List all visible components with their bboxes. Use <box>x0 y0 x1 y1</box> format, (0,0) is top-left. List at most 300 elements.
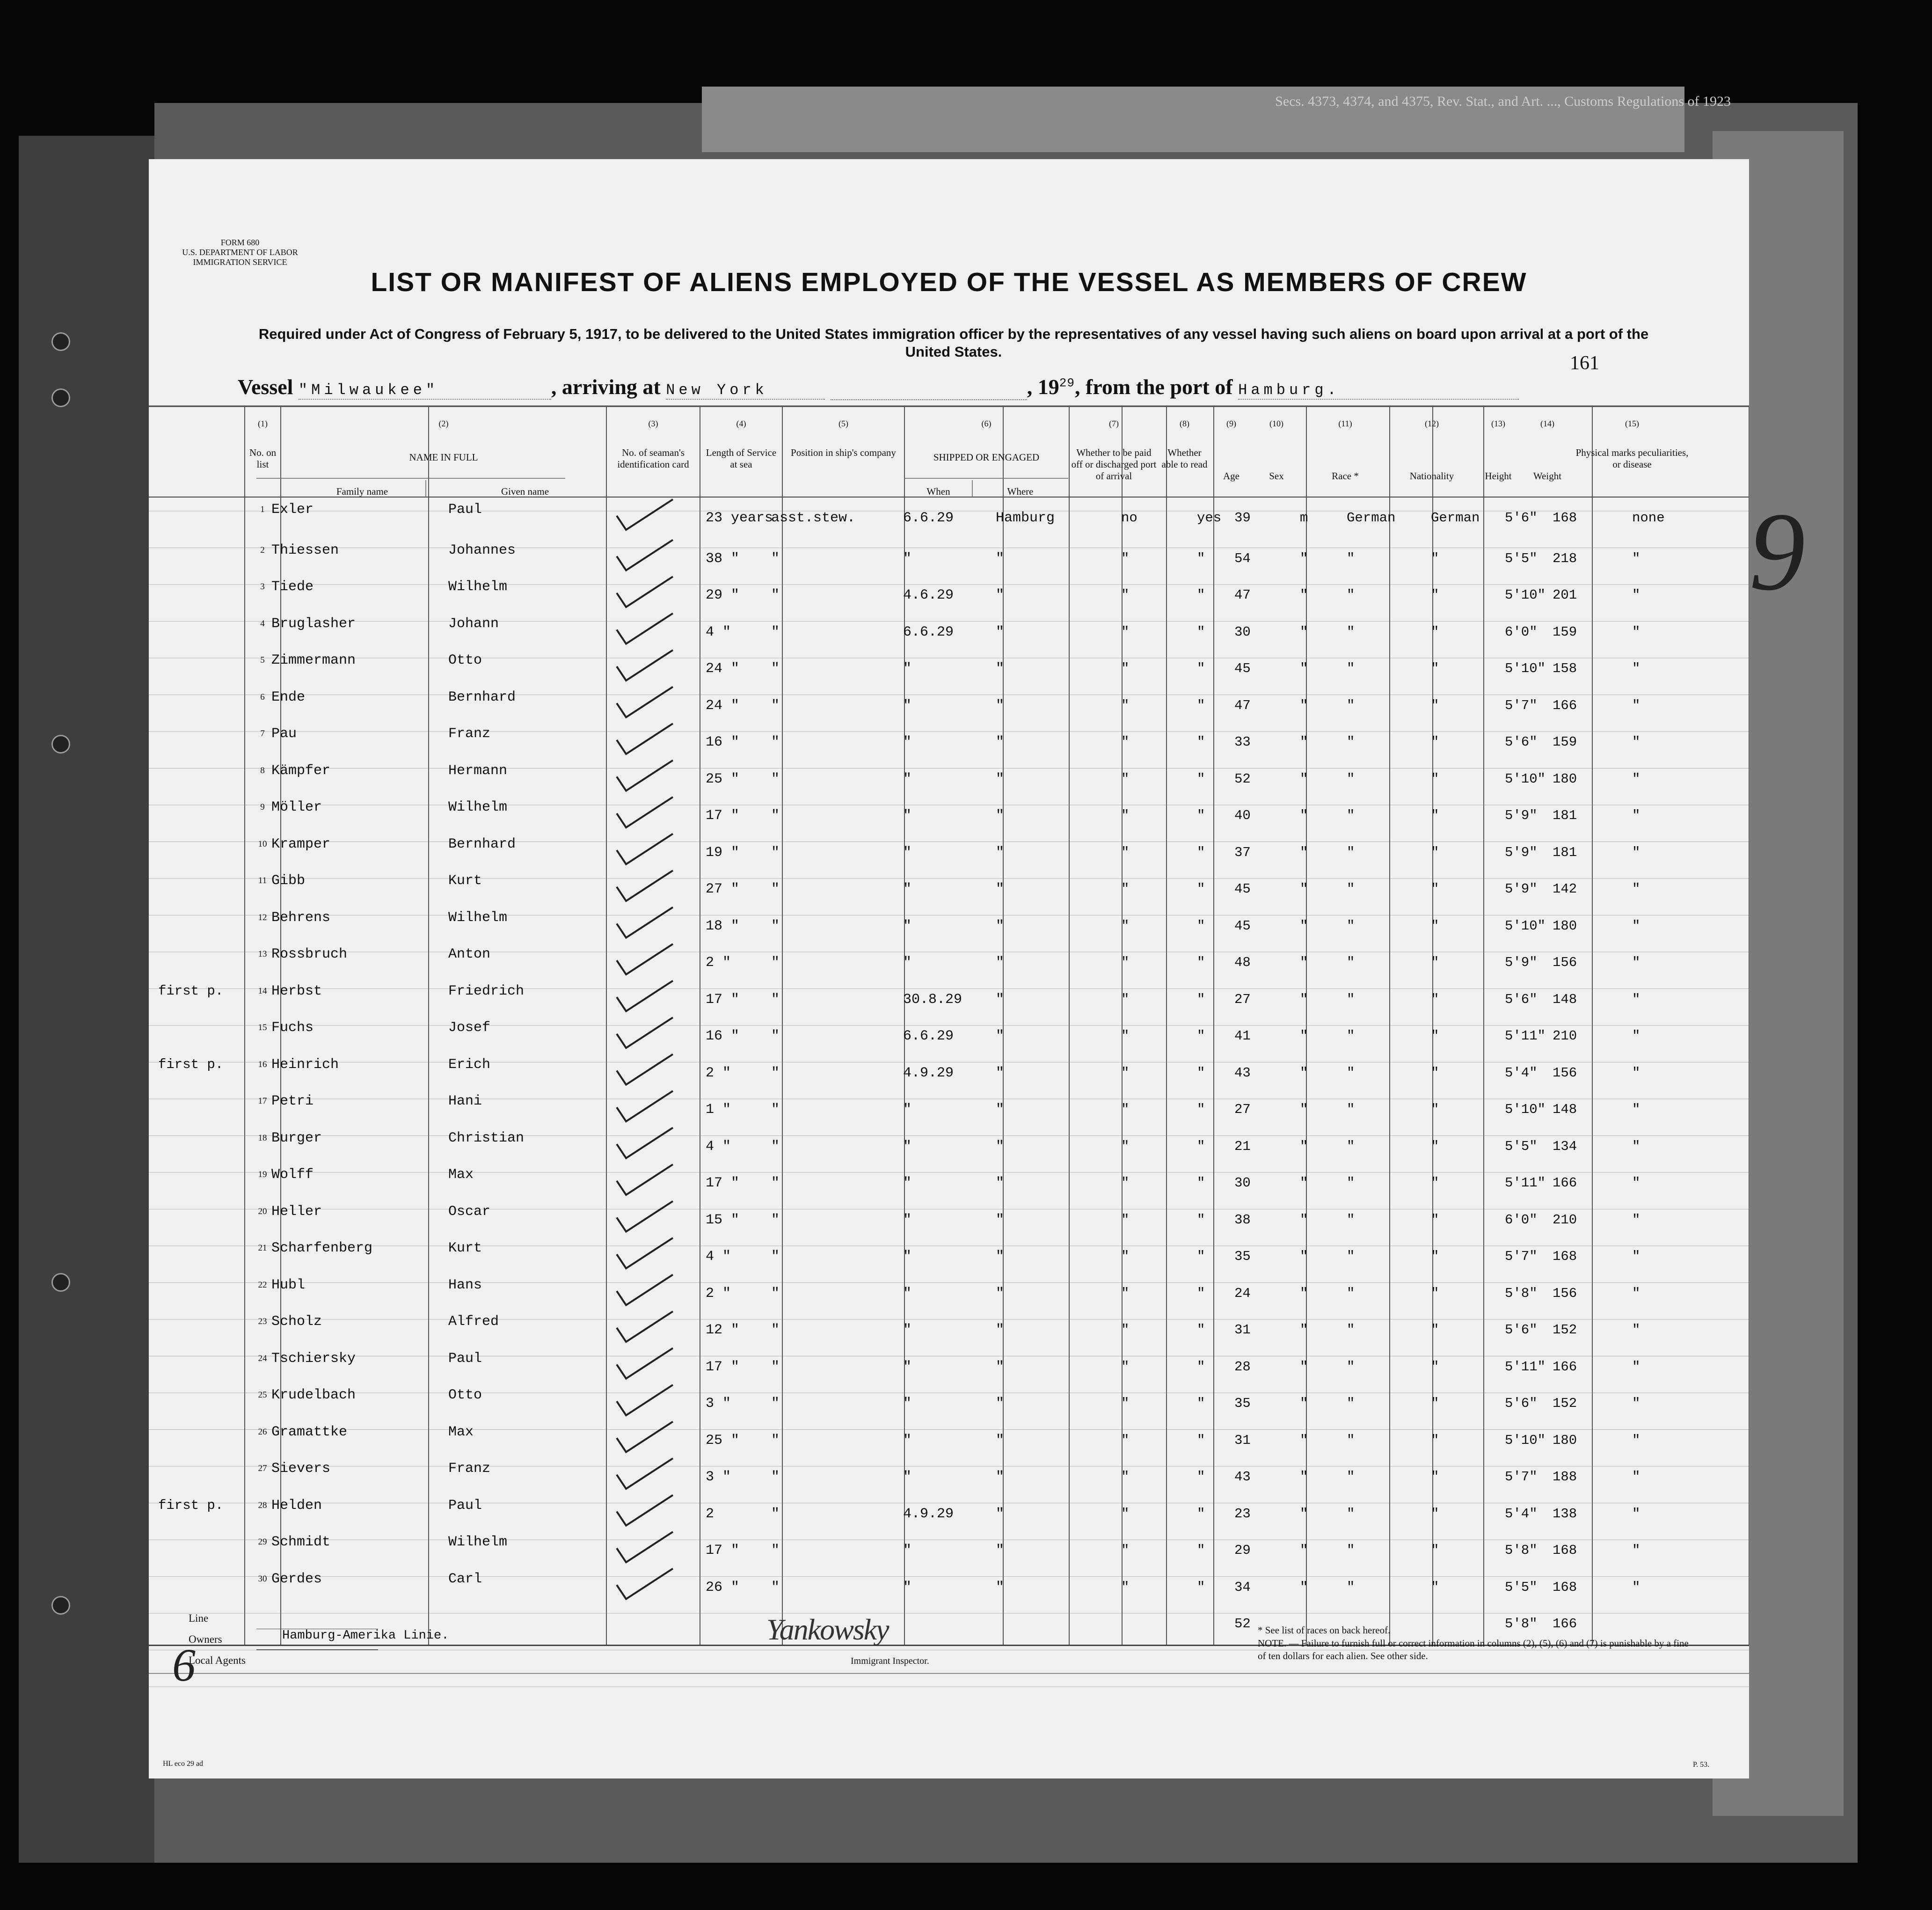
cell-family: Thiessen <box>271 542 339 558</box>
cell-nationality: " <box>1431 1396 1439 1411</box>
cell-family: Heller <box>271 1203 322 1220</box>
cell-when: " <box>903 844 912 861</box>
cell-sex: " <box>1300 1065 1308 1081</box>
cell-position: " <box>771 1028 780 1044</box>
cell-service: 17 " <box>706 1359 740 1375</box>
cell-paid: " <box>1121 1543 1130 1558</box>
cell-paid: " <box>1121 1065 1130 1081</box>
cell-nationality: " <box>1431 1212 1439 1228</box>
cell-age: 29 <box>1234 1543 1251 1558</box>
column-header-10: Sex <box>1269 470 1284 482</box>
column-header-7: Whether to be paid off or discharged port of arrival <box>1071 447 1157 482</box>
cell-weight: 180 <box>1553 1432 1577 1448</box>
cell-position: " <box>771 1396 780 1412</box>
cell-where: Hamburg <box>996 510 1055 526</box>
check-mark-icon <box>617 1128 673 1158</box>
subheader-given: Given name <box>501 486 549 497</box>
row-number: 26 <box>258 1427 267 1437</box>
cell-nationality: " <box>1431 1285 1439 1301</box>
cell-nationality: " <box>1431 918 1439 934</box>
cell-family: Hubl <box>271 1277 306 1293</box>
cell-sex: " <box>1300 918 1308 934</box>
cell-weight: 218 <box>1553 550 1577 566</box>
cell-age: 41 <box>1234 1028 1251 1044</box>
cell-given: Friedrich <box>448 983 525 999</box>
cell-read: " <box>1197 1249 1205 1264</box>
cell-marks: " <box>1632 1249 1640 1264</box>
cell-nationality: " <box>1431 1322 1439 1338</box>
cell-age: 27 <box>1234 1102 1251 1117</box>
cell-sex: " <box>1300 1543 1308 1558</box>
cell-nationality: " <box>1431 1138 1439 1154</box>
cell-position: " <box>771 1579 780 1595</box>
cell-nationality: " <box>1431 1249 1439 1264</box>
cell-height: 5'5" <box>1505 1579 1538 1595</box>
cell-paid: " <box>1121 955 1130 970</box>
cell-age: 24 <box>1234 1285 1251 1301</box>
cell-family: Fuchs <box>271 1020 314 1036</box>
cell-where: " <box>996 881 1005 897</box>
column-header-9: Age <box>1223 470 1239 482</box>
cell-service: 24 " <box>706 697 740 714</box>
cell-family: Burger <box>271 1130 322 1146</box>
cell-race: " <box>1347 1249 1355 1264</box>
check-mark-icon <box>617 1569 673 1599</box>
cell-race: " <box>1347 1028 1355 1044</box>
cell-when: " <box>903 1359 912 1375</box>
cell-weight: 138 <box>1553 1506 1577 1522</box>
cell-position: " <box>771 1212 780 1228</box>
row-number: 22 <box>258 1280 267 1290</box>
cell-family: Tschiersky <box>271 1350 356 1367</box>
cell-where: " <box>996 1138 1005 1155</box>
row-number: 20 <box>258 1206 267 1216</box>
column-header-14: Weight <box>1533 470 1562 482</box>
form-number: FORM 680 <box>220 238 260 247</box>
cell-age: 45 <box>1234 918 1251 934</box>
margin-note: first p. <box>158 1056 224 1072</box>
cell-weight: 152 <box>1553 1322 1577 1338</box>
footer-rules <box>256 1629 378 1657</box>
cell-read: " <box>1197 1175 1205 1191</box>
cell-race: " <box>1347 1359 1355 1375</box>
cell-service: 4 " <box>706 1138 731 1155</box>
margin-nine: 9 <box>1749 489 1805 614</box>
cell-sex: " <box>1300 808 1308 823</box>
cell-weight: 142 <box>1553 881 1577 897</box>
cell-age: 27 <box>1234 991 1251 1007</box>
cell-paid: " <box>1121 918 1130 934</box>
cell-where: " <box>996 1028 1005 1044</box>
cell-weight: 148 <box>1553 991 1577 1007</box>
column-number-7: (7) <box>1109 419 1119 428</box>
cell-marks: " <box>1632 1175 1640 1191</box>
cell-family: Ende <box>271 689 306 705</box>
cell-family: Scholz <box>271 1314 322 1330</box>
cell-paid: " <box>1121 1249 1130 1264</box>
cell-height: 5'11" <box>1505 1175 1546 1191</box>
cell-service: 3 " <box>706 1469 731 1485</box>
row-number: 15 <box>258 1023 267 1032</box>
line-label: Line <box>189 1612 209 1624</box>
cell-family: Exler <box>271 502 314 518</box>
cell-sex: " <box>1300 1322 1308 1338</box>
cell-read: " <box>1197 587 1205 603</box>
cell-height: 5'9" <box>1505 881 1538 897</box>
check-mark-icon <box>617 1017 673 1048</box>
cell-height: 5'7" <box>1505 1249 1538 1264</box>
cell-read: " <box>1197 1028 1205 1044</box>
cell-race: German <box>1347 510 1396 526</box>
cell-height: 5'11" <box>1505 1028 1546 1044</box>
check-mark-icon <box>617 1091 673 1121</box>
check-mark-icon <box>617 1385 673 1415</box>
cell-service: 19 " <box>706 844 740 861</box>
cell-service: 16 " <box>706 734 740 750</box>
column-number-8: (8) <box>1180 419 1189 428</box>
cell-service: 26 " <box>706 1579 740 1595</box>
cell-given: Hermann <box>448 762 508 779</box>
cell-weight: 180 <box>1553 918 1577 934</box>
check-mark-icon <box>617 944 673 974</box>
cell-read: " <box>1197 734 1205 750</box>
column-number-3: (3) <box>648 419 658 428</box>
vessel-label: Vessel <box>238 375 293 399</box>
cell-paid: " <box>1121 1432 1130 1448</box>
cell-sex: " <box>1300 1249 1308 1264</box>
cell-given: Hani <box>448 1093 482 1109</box>
page-number: 161 <box>1570 352 1599 374</box>
cell-nationality: " <box>1431 734 1439 750</box>
column-number-15: (15) <box>1625 419 1639 428</box>
cell-where: " <box>996 624 1005 640</box>
cell-weight: 156 <box>1553 1065 1577 1081</box>
cell-position: " <box>771 587 780 603</box>
check-mark-icon <box>617 614 673 644</box>
row-number: 7 <box>260 729 265 739</box>
cell-marks: " <box>1632 1322 1640 1338</box>
cell-when: 6.6.29 <box>903 624 954 640</box>
cell-height: 5'6" <box>1505 510 1538 526</box>
cell-marks: " <box>1632 1396 1640 1411</box>
check-mark-icon <box>617 1532 673 1562</box>
cell-race: " <box>1347 661 1355 676</box>
cell-given: Hans <box>448 1277 482 1293</box>
cell-race: " <box>1347 1138 1355 1154</box>
cell-nationality: " <box>1431 1359 1439 1375</box>
cell-race: " <box>1347 844 1355 860</box>
cell-age: 21 <box>1234 1138 1251 1154</box>
cell-read: " <box>1197 1432 1205 1448</box>
cell-service: 27 " <box>706 881 740 897</box>
cell-marks: " <box>1632 1506 1640 1522</box>
cell-nationality: German <box>1431 510 1480 526</box>
cell-given: Max <box>448 1167 474 1183</box>
cell-race: " <box>1347 1322 1355 1338</box>
cell-where: " <box>996 697 1005 714</box>
cell-when: " <box>903 1396 912 1412</box>
cell-given: Alfred <box>448 1314 499 1330</box>
cell-service: 38 " <box>706 550 740 567</box>
cell-family: Sievers <box>271 1461 331 1477</box>
cell-position: " <box>771 734 780 750</box>
cell-service: 1 " <box>706 1102 731 1118</box>
cell-race: " <box>1347 1175 1355 1191</box>
cell-race: " <box>1347 1396 1355 1411</box>
from-label: , from the port of <box>1074 375 1233 399</box>
check-mark-icon <box>617 981 673 1011</box>
cell-position: " <box>771 624 780 640</box>
cell-position: " <box>771 1175 780 1191</box>
cell-sex: " <box>1300 1359 1308 1375</box>
cell-position: " <box>771 844 780 861</box>
cell-age: 52 <box>1234 771 1251 787</box>
cell-sex: " <box>1300 881 1308 897</box>
cell-age: 33 <box>1234 734 1251 750</box>
column-header-1: No. on list <box>249 447 277 470</box>
cell-marks: " <box>1632 1065 1640 1081</box>
cell-height: 5'6" <box>1505 1396 1538 1411</box>
cell-family: Behrens <box>271 909 331 926</box>
cell-read: " <box>1197 844 1205 860</box>
arriving-label: , arriving at <box>551 375 661 399</box>
row-number: 4 <box>260 618 265 629</box>
cell-race: " <box>1347 734 1355 750</box>
row-number: 2 <box>260 545 265 555</box>
inspector-label: Immigrant Inspector. <box>851 1656 929 1666</box>
cell-nationality: " <box>1431 1469 1439 1485</box>
cell-age: 28 <box>1234 1359 1251 1375</box>
department-name: U.S. DEPARTMENT OF LABOR <box>182 248 298 257</box>
cell-when: " <box>903 918 912 934</box>
column-header-3: No. of seaman's identification card <box>617 447 689 470</box>
manifest-page <box>149 159 1805 1778</box>
cell-height: 5'9" <box>1505 955 1538 970</box>
cell-position: " <box>771 661 780 677</box>
column-header-8: Whether able to read <box>1161 447 1208 470</box>
row-number: 6 <box>260 692 265 702</box>
cell-read: " <box>1197 1138 1205 1154</box>
cell-read: " <box>1197 808 1205 823</box>
column-number-6: (6) <box>981 419 992 428</box>
cell-nationality: " <box>1431 624 1439 640</box>
column-number-14: (14) <box>1540 419 1554 428</box>
cell-nationality: " <box>1431 1579 1439 1595</box>
cell-read: " <box>1197 881 1205 897</box>
cell-race: " <box>1347 697 1355 713</box>
cell-read: " <box>1197 1322 1205 1338</box>
cell-when: 4.9.29 <box>903 1506 954 1522</box>
cell-read: " <box>1197 918 1205 934</box>
cell-family: Schmidt <box>271 1534 331 1550</box>
check-mark-icon <box>617 907 673 938</box>
punch-hole <box>51 1596 70 1615</box>
cell-weight: 168 <box>1553 1249 1577 1264</box>
cell-when: " <box>903 1469 912 1485</box>
cell-age: 35 <box>1234 1396 1251 1411</box>
cell-where: " <box>996 1506 1005 1522</box>
row-number: 1 <box>260 505 265 514</box>
cell-service: 29 " <box>706 587 740 603</box>
cell-race: " <box>1347 1506 1355 1522</box>
cell-given: Bernhard <box>448 689 516 705</box>
margin-note: first p. <box>158 1497 224 1513</box>
column-number-13: (13) <box>1491 419 1505 428</box>
cell-race: " <box>1347 771 1355 787</box>
check-mark-icon <box>617 650 673 681</box>
check-mark-icon <box>617 724 673 754</box>
cell-position: " <box>771 1506 780 1522</box>
cell-where: " <box>996 1579 1005 1595</box>
cell-read: " <box>1197 1102 1205 1117</box>
cell-marks: " <box>1632 1138 1640 1154</box>
race-note: * See list of races on back hereof. <box>1258 1625 1391 1636</box>
cell-marks: none <box>1632 510 1665 526</box>
cell-nationality: " <box>1431 1543 1439 1558</box>
cell-paid: " <box>1121 808 1130 823</box>
cell-given: Franz <box>448 726 491 742</box>
cell-service: 2 " <box>706 955 731 971</box>
cell-service: 2 " <box>706 1285 731 1302</box>
cell-paid: " <box>1121 587 1130 603</box>
subheader-when: When <box>926 486 950 497</box>
cell-given: Wilhelm <box>448 799 508 815</box>
cell-when: " <box>903 697 912 714</box>
row-number: 30 <box>258 1573 267 1584</box>
cell-where: " <box>996 955 1005 971</box>
cell-age: 31 <box>1234 1432 1251 1448</box>
cell-given: Paul <box>448 502 482 518</box>
cell-where: " <box>996 1543 1005 1559</box>
cell-when: 6.6.29 <box>903 1028 954 1044</box>
extra-age: 52 <box>1234 1616 1251 1632</box>
extra-height: 5'8" <box>1505 1616 1538 1632</box>
cell-height: 5'10" <box>1505 587 1546 603</box>
cell-sex: " <box>1300 955 1308 970</box>
row-number: 9 <box>260 802 265 812</box>
cell-service: 25 " <box>706 1432 740 1449</box>
cell-position: " <box>771 1543 780 1559</box>
cell-paid: " <box>1121 1138 1130 1154</box>
row-number: 13 <box>258 949 267 959</box>
cell-read: " <box>1197 955 1205 970</box>
cell-race: " <box>1347 1065 1355 1081</box>
cell-read: " <box>1197 991 1205 1007</box>
cell-when: " <box>903 1285 912 1302</box>
cell-marks: " <box>1632 1359 1640 1375</box>
cell-given: Johannes <box>448 542 516 558</box>
row-number: 29 <box>258 1537 267 1547</box>
cell-weight: 168 <box>1553 510 1577 526</box>
cell-paid: " <box>1121 991 1130 1007</box>
cell-where: " <box>996 991 1005 1008</box>
cell-nationality: " <box>1431 587 1439 603</box>
column-header-4: Length of Service at sea <box>706 447 777 470</box>
cell-when: " <box>903 808 912 824</box>
cell-sex: " <box>1300 1432 1308 1448</box>
cell-position: " <box>771 808 780 824</box>
cell-paid: no <box>1121 510 1137 526</box>
cell-race: " <box>1347 808 1355 823</box>
cell-age: 47 <box>1234 697 1251 713</box>
margin-note: first p. <box>158 983 224 999</box>
column-header-2: NAME IN FULL <box>409 452 478 463</box>
cell-service: 15 " <box>706 1212 740 1228</box>
column-number-9: (9) <box>1226 419 1236 428</box>
cell-sex: " <box>1300 1396 1308 1411</box>
cell-weight: 201 <box>1553 587 1577 603</box>
row-number: 8 <box>260 765 265 776</box>
cell-position: " <box>771 1432 780 1449</box>
cell-where: " <box>996 1322 1005 1338</box>
cell-height: 5'5" <box>1505 1138 1538 1154</box>
cell-marks: " <box>1632 1212 1640 1228</box>
cell-service: 23 years <box>706 510 773 526</box>
cell-weight: 148 <box>1553 1102 1577 1117</box>
cell-paid: " <box>1121 697 1130 713</box>
cell-given: Bernhard <box>448 836 516 852</box>
cell-where: " <box>996 808 1005 824</box>
cell-when: " <box>903 771 912 787</box>
cell-race: " <box>1347 1469 1355 1485</box>
cell-paid: " <box>1121 1506 1130 1522</box>
cell-when: " <box>903 1102 912 1118</box>
cell-paid: " <box>1121 550 1130 566</box>
cell-paid: " <box>1121 844 1130 860</box>
cell-read: " <box>1197 1212 1205 1228</box>
cell-service: 24 " <box>706 661 740 677</box>
cell-height: 6'0" <box>1505 624 1538 640</box>
column-number-10: (10) <box>1269 419 1283 428</box>
cell-marks: " <box>1632 844 1640 860</box>
cell-sex: " <box>1300 1212 1308 1228</box>
cell-family: Kämpfer <box>271 762 331 779</box>
check-mark-icon <box>617 499 673 530</box>
subheader-where: Where <box>1007 486 1034 497</box>
cell-race: " <box>1347 1432 1355 1448</box>
cell-race: " <box>1347 587 1355 603</box>
cell-given: Erich <box>448 1056 491 1073</box>
cell-read: " <box>1197 1359 1205 1375</box>
cell-where: " <box>996 550 1005 567</box>
cell-given: Johann <box>448 615 499 632</box>
cell-given: Otto <box>448 1387 482 1403</box>
cell-service: 25 " <box>706 771 740 787</box>
manifest-title: LIST OR MANIFEST OF ALIENS EMPLOYED OF THE VESSEL AS MEMBERS OF CREW <box>371 267 1527 297</box>
cell-when: 6.6.29 <box>903 510 954 526</box>
cell-position: " <box>771 697 780 714</box>
cell-family: Helden <box>271 1497 322 1514</box>
cell-position: " <box>771 1322 780 1338</box>
cell-service: 17 " <box>706 1543 740 1559</box>
fine-note: NOTE. — Failure to furnish full or correct information in columns (2), (5), (6) and (7) is punishable by a fine of ten dollars for each alien. See other side. <box>1258 1638 1689 1661</box>
cell-where: " <box>996 587 1005 603</box>
cell-where: " <box>996 1212 1005 1228</box>
cell-height: 5'7" <box>1505 1469 1538 1485</box>
cell-read: " <box>1197 771 1205 787</box>
cell-where: " <box>996 1249 1005 1265</box>
row-number: 19 <box>258 1170 267 1179</box>
year-prefix: , 19 <box>1027 375 1059 399</box>
cell-age: 39 <box>1234 510 1251 526</box>
cell-height: 5'8" <box>1505 1543 1538 1558</box>
cell-when: " <box>903 955 912 971</box>
cell-position: " <box>771 955 780 971</box>
cell-family: Gerdes <box>271 1571 322 1587</box>
cell-given: Carl <box>448 1571 482 1587</box>
column-number-5: (5) <box>838 419 848 428</box>
check-mark-icon <box>617 1495 673 1526</box>
